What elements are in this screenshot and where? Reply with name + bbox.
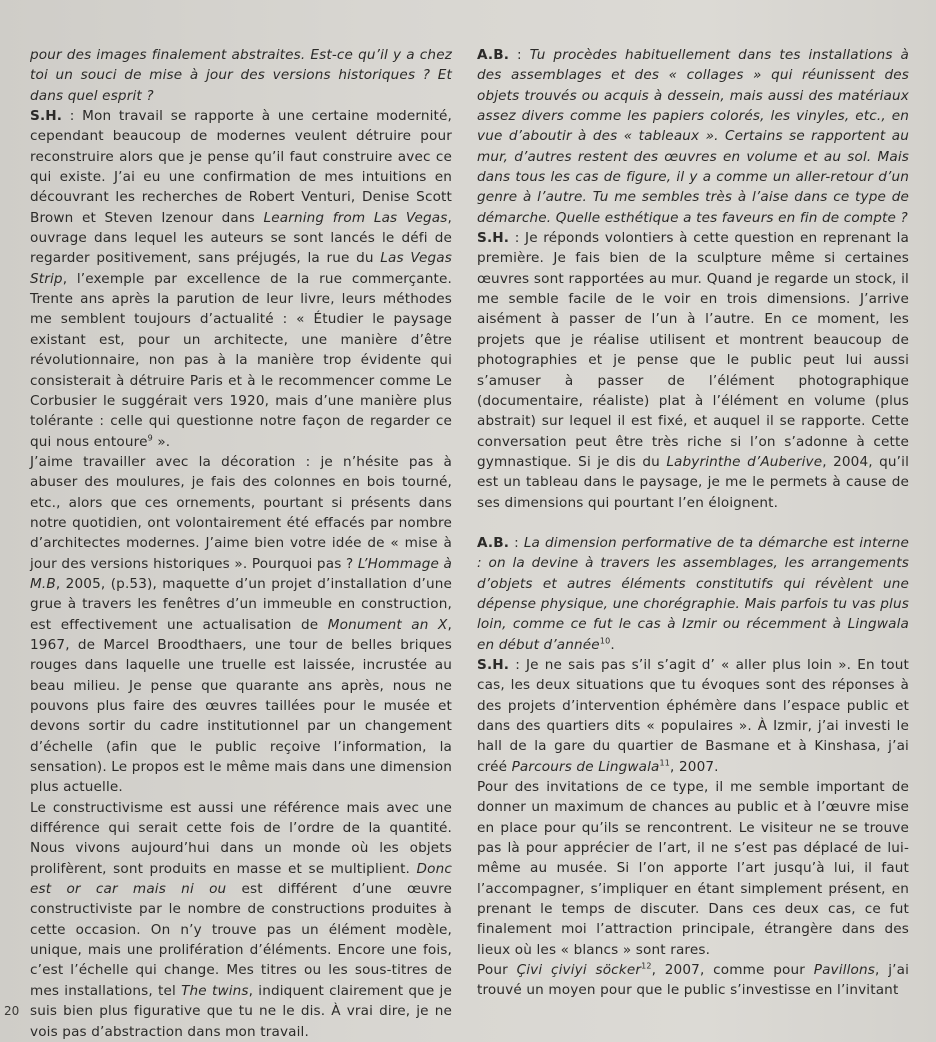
answer-paragraph [30,452,452,798]
speaker-label: A.B. [477,47,510,63]
answer-paragraph [477,228,909,513]
text: Le constructivisme est aussi une référence mais avec une différence qui serait cette fois de l’ordre de la quantité. Nous vivons aujourd’hui dans un monde où les objets prolifèrent, sont produits en masse et se multiplient. [30,799,452,877]
text: , 2004, qu’il est un tableau dans le paysage, je me le permets à cause de ses dimensions qui pourtant l’en éloignent. [477,453,909,511]
answer-paragraph [30,798,452,1042]
answer-paragraph [477,960,909,1001]
question-text: La dimension performative de ta démarche est interne : on la devine à travers les assemblages, les arrangements d’objets et autres éléments constitutifs qui révèlent une dépense physique, une chorégraphie. Mais parfois tu vas plus loin, comme ce fut le cas à Izmir ou récemment à Lingwala en début d’année [477,534,909,653]
separator: : [509,534,524,551]
answer-paragraph: Pour des invitations de ce type, il me semble important de donner un maximum de chances au public et à l’œuvre mise en place pour qu’ils se rencontrent. Le visiteur ne se trouve pas là pour apprécier de l’art, il ne s’est pas déplacé de lui-même au musée. Si l’on apporte l’art jusqu’à lui, il faut l’accompagner, s’impliquer en étant simplement présent, en prenant le temps de discuter. Dans ces deux cas, ce fut finalement moi l’attraction principale, étrangère dans des lieux où les « blancs » sont rares. [477,779,909,958]
title-italic: L’Hommage à M.B [30,555,452,592]
text: , l’exemple par excellence de la rue commerçante. Trente ans après la parution de leur livre, leurs méthodes me semblent toujours d’actualité : « Étudier le paysage existant est, pour un architecte, une manière d’être révolutionnaire, non pas à la manière trop évidente qui consisterait à détruire Paris et à le recommencer comme Le Corbusier le suggérait vers 1920, mais d’une manière plus tolérante : celle qui questionne notre façon de regarder ce qui nous entoure [30,270,452,450]
text: Pour [477,962,517,979]
text: , indiquent clairement que je suis bien plus figurative que tu ne le dis. À vrai dire, je ne vois pas d’abstraction dans mon travail. [30,982,452,1040]
text: Je ne sais pas s’il s’agit d’ « aller plus loin ». En tout cas, les deux situations que tu évoques sont des réponses à des projets d’intervention éphémère dans l’espace public et dans des quartiers dits « populaires ». À Izmir, j’ai investi le hall de la gare du quartier de Basmane et à Kinshasa, j’ai créé [477,656,909,775]
title-italic: The twins [181,982,249,999]
speaker-label: S.H. [477,230,510,247]
title-italic: Pavillons [813,962,875,979]
answer-paragraph [30,106,452,452]
question-text: Tu procèdes habituellement dans tes installations à des assemblages et des « collages » qui réunissent des objets trouvés ou acquis à dessein, mais aussi des matériaux assez divers comme les papiers colorés, les vinyles, etc., en vue d’aboutir à des « tableaux ». Certains se rapportent au mur, d’autres restent des œuvres en volume et au sol. Mais dans tous les cas de figure, il y a comme un aller-retour d’un genre à l’autre. Tu me sembles très à l’aise dans ce type de démarche. Quelle esthétique a tes faveurs en fin de compte ? [477,47,909,226]
speaker-label: S.H. [30,108,63,125]
text: Je réponds volontiers à cette question en reprenant la première. Je fais bien de la sculpture même si certaines œuvres sont rapportées au mur. Quand je regarde un stock, il me semble facile de le voir en trois dimensions. J’arrive aisément à passer de l’un à l’autre. En ce moment, les projets que je réalise utilisent et montrent beaucoup de photographies et je pense que le public peut lui aussi s’amuser à passer de l’élément photographique (documentaire, réaliste) plat à l’élément en volume (plus abstrait) sur lequel il est fixé, et auquel il se rapporte. Cette conversation peut être très riche si l’on s’adonne à cette gymnastique. Si je dis du [477,230,909,470]
text: ». [152,433,171,450]
page-number: 20 [4,1004,20,1018]
text: , 2007, comme pour [651,962,814,979]
footnote-ref: 10 [599,636,611,646]
text: , j’ai trouvé un moyen pour que le public s’investisse en l’invitant [477,962,909,999]
title-italic: Learning from Las Vegas [263,209,448,226]
paragraph-gap [477,513,909,533]
text: , 2007. [670,758,719,775]
speaker-label: A.B. [477,534,510,551]
title-italic: Parcours de Lingwala [511,758,660,775]
title-italic: Las Vegas Strip [30,250,452,287]
separator: : [509,47,530,63]
question-paragraph: pour des images finalement abstraites. Est-ce qu’il y a chez toi un souci de mise à jour des versions historiques ? Et dans quel esprit ? [30,47,452,104]
footnote-ref: 11 [659,758,671,768]
text: , 1967, de Marcel Broodthaers, une tour de belles briques rouges dans laquelle une truelle est laissée, incrustée au beau milieu. Je pense que quarante ans après, nous ne pouvons plus faire des œuvres taillées pour le musée et devons sortir du cadre institutionnel par un changement d’échelle (afin que le public reçoive l’information, la sensation). Le propos est le même mais dans une dimension plus actuelle. [30,616,452,796]
speaker-label: S.H. [477,656,510,673]
answer-paragraph [477,655,909,777]
text: est différent d’une œuvre constructiviste par le nombre de constructions produites à cette occasion. On n’y trouve pas un élément modèle, unique, mais une prolifération d’éléments. Encore une fois, c’est l’échelle qui change. Mes titres ou les sous-titres de mes installations, tel [30,881,452,999]
title-italic: Donc est or car mais ni ou [30,860,452,898]
question-paragraph [477,533,909,655]
text: . [610,636,615,653]
separator: : [62,108,83,125]
title-italic: Çivi çiviyi söcker [516,962,642,979]
text: J’aime travailler avec la décoration : je n’hésite pas à abuser des moulures, je fais des colonnes en bois tourné, etc., alors que ces ornements, pourtant si présents dans notre quotidien, ont volontairement été effacés par nombre d’architectes modernes. J’aime bien votre idée de « mise à jour des versions historiques ». Pourquoi pas ? [30,453,452,572]
title-italic: Labyrinthe d’Auberive [666,453,823,470]
text: Mon travail se rapporte à une certaine modernité, cependant beaucoup de modernes veulent détruire pour reconstruire alors que je pense qu’il faut construire avec ce qui existe. J’ai eu une confirmation de mes intuitions en découvrant les recherches de Robert Venturi, Denise Scott Brown et Steven Izenour dans [30,108,452,226]
right-column [477,45,909,1001]
footnote-ref: 9 [147,433,153,442]
footnote-ref: 12 [641,961,652,971]
text: , ouvrage dans lequel les auteurs se sont lancés le défi de regarder positivement, sans préjugés, la rue du [30,209,453,267]
text: , 2005, (p.53), maquette d’un projet d’installation d’une grue à travers les fenêtres d’un immeuble en construction, est effectivement une actualisation de [30,575,452,633]
left-column [30,45,452,1042]
question-paragraph [477,45,909,228]
separator: : [509,656,526,673]
title-italic: Monument an X [327,616,448,633]
separator: : [509,230,526,247]
